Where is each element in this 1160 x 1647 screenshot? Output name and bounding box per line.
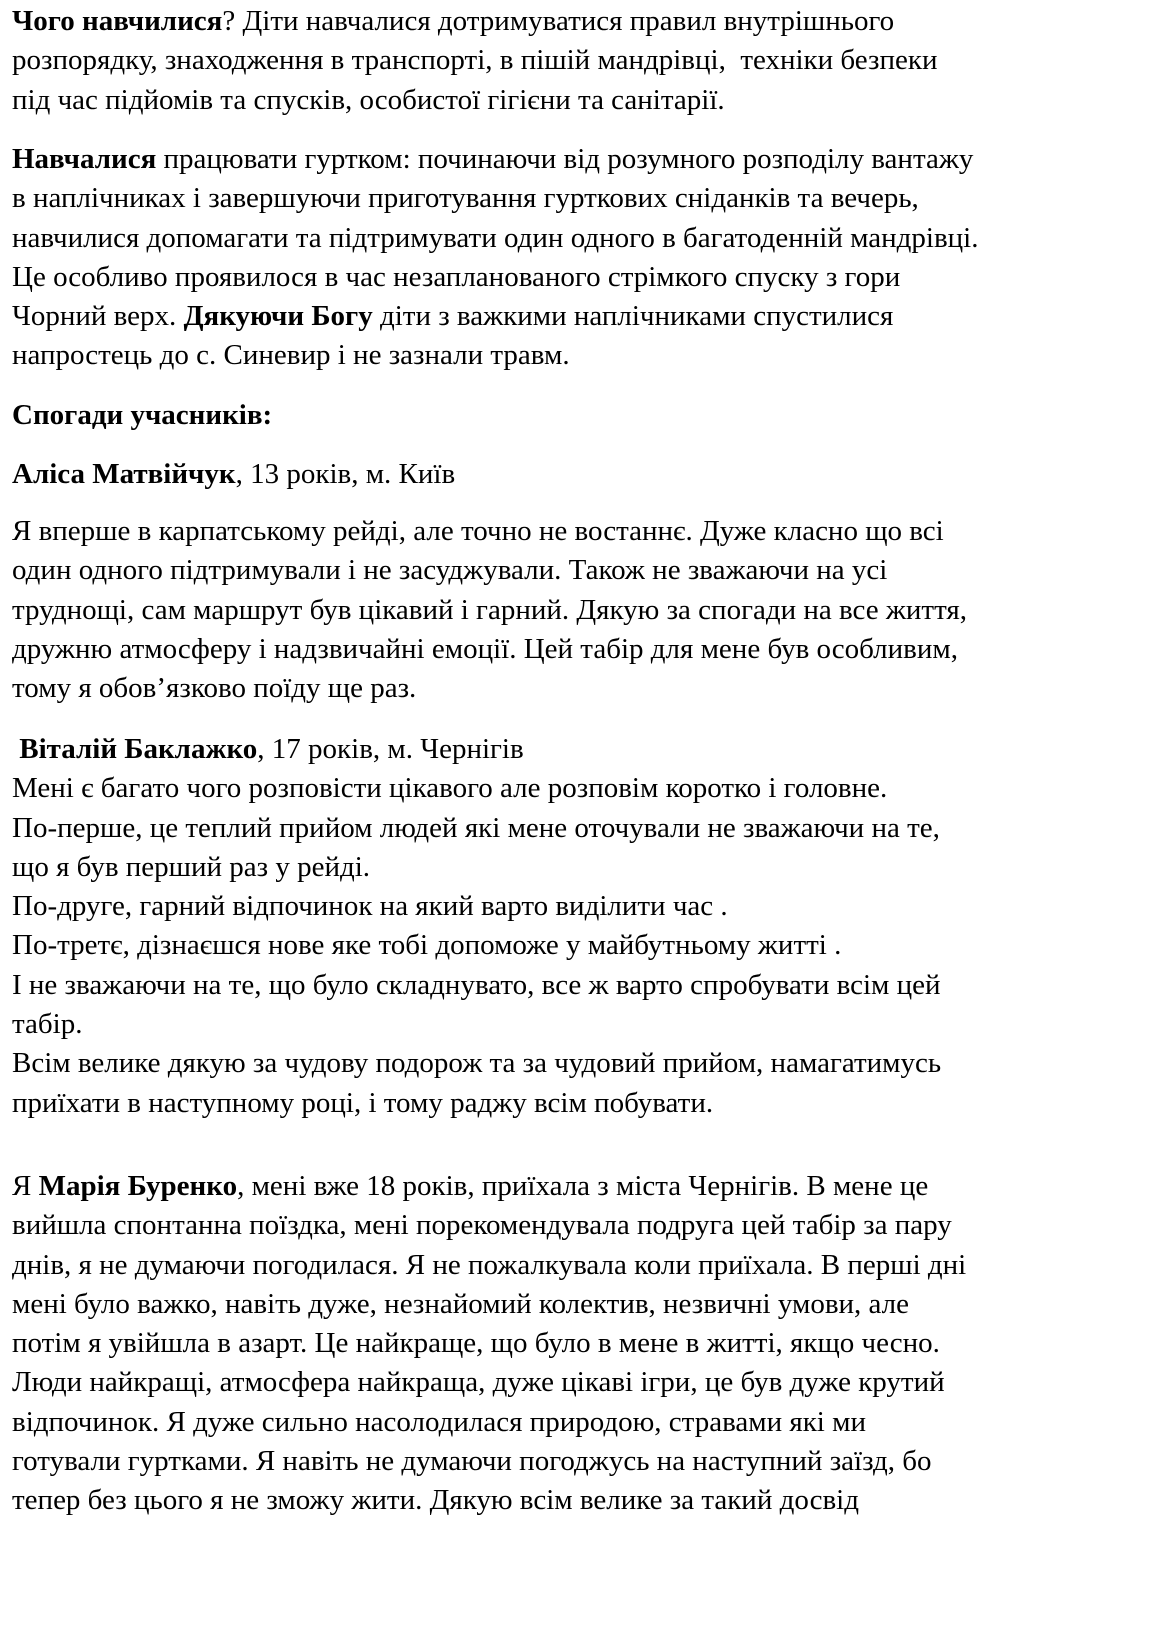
paragraph-line: розпорядку, знаходження в транспорті, в пішій мандрівці, техніки безпеки — [12, 44, 938, 77]
paragraph-line: Навчалися працювати гуртком: починаючи від розумного розподілу вантажу — [12, 143, 974, 175]
paragraph-line: Чого навчилися? Діти навчалися дотримуватися правил внутрішнього — [12, 5, 895, 37]
paragraph-line: По-третє, дізнаєшся нове яке тобі допоможе у майбутньому житті . — [12, 929, 842, 962]
paragraph-line: в наплічниках і завершуючи приготування гурткових сніданків та вечерь, — [12, 182, 919, 215]
paragraph-line: вийшла спонтанна поїздка, мені порекомендувала подруга цей табір за пару — [12, 1209, 952, 1242]
paragraph-line: тому я обов’язково поїду ще раз. — [12, 672, 417, 705]
bold-lead: Навчалися — [12, 143, 157, 175]
paragraph-line: мені було важко, навіть дуже, незнайомий колектив, незвичні умови, але — [12, 1287, 910, 1320]
paragraph-line: Люди найкращі, атмосфера найкраща, дуже цікаві ігри, це був дуже крутий — [12, 1366, 945, 1399]
paragraph-line: тепер без цього я не зможу жити. Дякую всім велике за такий досвід — [12, 1484, 859, 1517]
participant-name-line: Аліса Матвійчук, 13 років, м. Київ — [12, 458, 456, 490]
paragraph-line: дружню атмосферу і надзвичайні емоції. Цей табір для мене був особливим, — [12, 632, 958, 665]
paragraph-teamwork — [12, 140, 978, 376]
paragraph-line: що я був перший раз у рейді. — [12, 850, 371, 883]
heading-text: Спогади учасників: — [12, 399, 273, 431]
paragraph-line: приїхати в наступному році, і тому раджу всім побувати. — [12, 1086, 714, 1119]
participant-alisa — [12, 455, 455, 494]
paragraph-line: готували гуртками. Я навіть не думаючи погоджусь на наступний заїзд, бо — [12, 1445, 932, 1478]
paragraph-line: потім я увійшла в азарт. Це найкраще, що було в мене в житті, якщо чесно. — [12, 1327, 940, 1360]
paragraph-line: І не зважаючи на те, що було складнувато, все ж варто спробувати всім цей — [12, 968, 941, 1001]
paragraph-line: По-перше, це теплий прийом людей які мене оточували не зважаючи на те, — [12, 811, 940, 844]
paragraph-line: один одного підтримували і не засуджували. Також не зважаючи на усі — [12, 554, 888, 587]
section-heading — [12, 396, 272, 435]
paragraph-line: Чорний верх. Дякуючи Богу діти з важкими наплічниками спустилися — [12, 300, 894, 333]
participant-name: Віталій Баклажко — [19, 733, 258, 765]
paragraph-line: табір. — [12, 1008, 83, 1041]
paragraph-line: Це особливо проявилося в час незапланованого стрімкого спуску з гори — [12, 260, 901, 293]
testimonial-mariia — [12, 1167, 966, 1521]
paragraph-line: Мені є багато чого розповісти цікавого але розповім коротко і головне. — [12, 772, 888, 805]
paragraph-line: відпочинок. Я дуже сильно насолодилася природою, стравами які ми — [12, 1405, 866, 1438]
paragraph-line: днів, я не думаючи погодилася. Я не пожалкувала коли приїхала. В перші дні — [12, 1248, 967, 1281]
participant-name: Аліса Матвійчук — [12, 458, 236, 490]
paragraph-line: Всім велике дякую за чудову подорож та за чудовий прийом, намагатимусь — [12, 1047, 942, 1080]
paragraph-line: під час підйомів та спусків, особистої гігієни та санітарії. — [12, 83, 725, 116]
bold-lead: Чого навчилися — [12, 5, 223, 37]
testimonial-vitalii — [12, 730, 941, 1123]
participant-name-line: Віталій Баклажко, 17 років, м. Чернігів — [19, 733, 524, 765]
testimonial-alisa — [12, 512, 967, 708]
participant-name: Марія Буренко — [38, 1170, 238, 1202]
paragraph-line: По-друге, гарний відпочинок на який варто виділити час . — [12, 890, 728, 923]
paragraph-line: труднощі, сам маршрут був цікавий і гарний. Дякую за спогади на все життя, — [12, 593, 967, 626]
bold-phrase: Дякуючи Богу — [183, 300, 373, 333]
paragraph-what-learned — [12, 2, 937, 120]
paragraph-line: напростець до с. Синевир і не зазнали травм. — [12, 339, 570, 372]
participant-name-line: Я Марія Буренко, мені вже 18 років, приїхала з міста Чернігів. В мене це — [12, 1170, 929, 1202]
paragraph-line: навчилися допомагати та підтримувати один одного в багатоденній мандрівці. — [12, 221, 979, 254]
paragraph-line: Я вперше в карпатському рейді, але точно не востаннє. Дуже класно що всі — [12, 515, 944, 547]
